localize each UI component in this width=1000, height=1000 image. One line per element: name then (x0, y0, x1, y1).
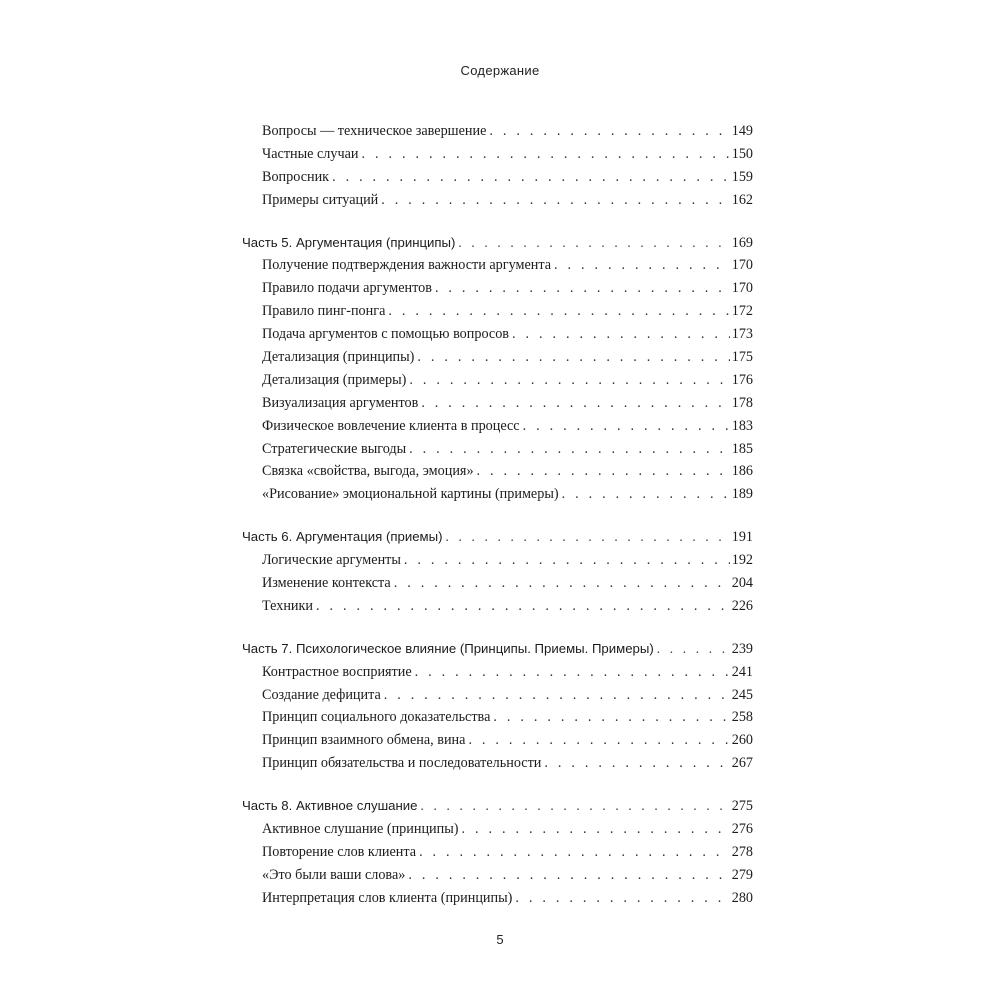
toc-entry (242, 684, 753, 707)
toc-entry (242, 438, 753, 461)
toc-section-part-7 (242, 638, 753, 775)
dot-leader (417, 346, 729, 369)
dot-leader (361, 143, 729, 166)
toc-entry-page: 162 (731, 191, 753, 208)
toc-entry (242, 729, 753, 752)
toc-entry-title: Контрастное восприятие (262, 663, 412, 680)
toc-entry-title: Принцип социального доказательства (262, 709, 491, 726)
toc-entry-page: 278 (731, 843, 753, 860)
dot-leader (562, 483, 730, 506)
toc-entry-title: Изменение контекста (262, 575, 391, 592)
toc-entry-page: 204 (731, 575, 753, 592)
toc-entry-title: Повторение слов клиента (262, 843, 417, 860)
toc-entry-page: 178 (731, 394, 753, 411)
toc-entry-title: Активное слушание (принципы) (262, 821, 459, 838)
dot-leader (419, 841, 730, 864)
toc-entry (242, 254, 753, 277)
dot-leader (512, 323, 730, 346)
toc-entry (242, 661, 753, 684)
toc-entry (242, 864, 753, 887)
running-header: Содержание (460, 63, 540, 78)
toc-section-part-8 (242, 795, 753, 909)
toc-entry (242, 572, 753, 595)
toc-part-heading (242, 232, 753, 255)
dot-leader (316, 595, 730, 618)
toc-entry (242, 460, 753, 483)
toc-entry-title: Детализация (принципы) (262, 349, 415, 366)
dot-leader (493, 706, 729, 729)
toc-entry-page: 176 (731, 371, 753, 388)
toc-entry (242, 189, 753, 212)
toc-entry-title: Правило подачи аргументов (262, 280, 432, 297)
dot-leader (458, 232, 729, 255)
dot-leader (544, 752, 729, 775)
toc-entry-page: 280 (731, 889, 753, 906)
toc-section-part-6 (242, 526, 753, 618)
toc-entry (242, 841, 753, 864)
toc-entry-title: Визуализация аргументов (262, 394, 419, 411)
toc-entry-page: 186 (731, 463, 753, 480)
toc-entry-page: 173 (731, 326, 753, 343)
table-of-contents (242, 120, 753, 910)
dot-leader (421, 392, 729, 415)
toc-entry (242, 415, 753, 438)
toc-entry-title: Принцип взаимного обмена, вина (262, 732, 466, 749)
toc-entry (242, 887, 753, 910)
dot-leader (415, 661, 730, 684)
dot-leader (408, 864, 729, 887)
toc-entry-page: 260 (731, 732, 753, 749)
toc-entry-title: Принцип обязательства и последовательности (262, 755, 542, 772)
toc-entry-page: 245 (731, 686, 753, 703)
toc-entry-title: Вопросы — техническое завершение (262, 123, 487, 139)
toc-part-heading (242, 526, 753, 549)
toc-entry-title: «Рисование» эмоциональной картины (примеры) (262, 486, 559, 503)
toc-entry (242, 300, 753, 323)
toc-entry (242, 706, 753, 729)
page-number: 5 (496, 932, 504, 947)
dot-leader (489, 120, 729, 143)
toc-part-page: 191 (731, 529, 753, 546)
dot-leader (515, 887, 729, 910)
toc-entry-title: Подача аргументов с помощью вопросов (262, 326, 509, 343)
dot-leader (409, 369, 729, 392)
dot-leader (445, 526, 729, 549)
toc-entry (242, 346, 753, 369)
toc-entry-page: 150 (731, 145, 753, 162)
dot-leader (420, 795, 729, 818)
toc-entry (242, 595, 753, 618)
toc-entry-title: Техники (262, 597, 313, 614)
toc-part-page: 239 (731, 640, 753, 657)
toc-part-page: 275 (731, 798, 753, 815)
toc-entry-title: Вопросник (262, 168, 330, 185)
toc-entry-title: Детализация (примеры) (262, 371, 407, 388)
toc-entry-page: 183 (731, 417, 753, 434)
toc-section-continued (242, 120, 753, 212)
toc-entry-page: 172 (731, 303, 753, 320)
toc-entry-title: Создание дефицита (262, 686, 381, 703)
dot-leader (462, 818, 730, 841)
toc-part-title: Часть 8. Активное слушание (242, 798, 418, 814)
toc-entry (242, 323, 753, 346)
toc-entry-page: 276 (731, 821, 753, 838)
toc-entry-page: 241 (731, 663, 753, 680)
dot-leader (332, 166, 730, 189)
toc-entry (242, 392, 753, 415)
toc-part-page: 169 (731, 234, 753, 251)
toc-entry-page: 226 (731, 597, 753, 614)
toc-entry-page: 279 (731, 866, 753, 883)
toc-entry (242, 369, 753, 392)
toc-part-title: Часть 6. Аргументация (приемы) (242, 529, 443, 545)
toc-entry-page: 267 (731, 755, 753, 772)
toc-entry-page: 170 (731, 280, 753, 297)
dot-leader (435, 277, 730, 300)
toc-entry (242, 818, 753, 841)
toc-entry-page: 149 (731, 123, 753, 139)
toc-entry-page: 192 (731, 552, 753, 569)
toc-entry-title: Логические аргументы (262, 552, 401, 569)
toc-entry-page: 159 (731, 168, 753, 185)
toc-entry (242, 483, 753, 506)
toc-entry-title: Физическое вовлечение клиента в процесс (262, 417, 520, 434)
toc-entry-title: Интерпретация слов клиента (принципы) (262, 889, 513, 906)
toc-entry (242, 277, 753, 300)
toc-entry (242, 143, 753, 166)
toc-entry-page: 175 (731, 349, 753, 366)
dot-leader (657, 638, 730, 661)
dot-leader (554, 254, 730, 277)
dot-leader (523, 415, 730, 438)
toc-entry-page: 185 (731, 440, 753, 457)
toc-entry-title: Частные случаи (262, 145, 359, 162)
dot-leader (388, 300, 729, 323)
toc-entry (242, 166, 753, 189)
toc-part-title: Часть 7. Психологическое влияние (Принципы. Приемы. Примеры) (242, 640, 654, 656)
dot-leader (477, 460, 730, 483)
toc-section-part-5 (242, 232, 753, 507)
dot-leader (381, 189, 729, 212)
toc-entry-page: 170 (731, 257, 753, 274)
toc-entry-title: Получение подтверждения важности аргумента (262, 257, 552, 274)
toc-part-heading (242, 638, 753, 661)
toc-part-heading (242, 795, 753, 818)
toc-entry (242, 549, 753, 572)
toc-entry-title: Стратегические выгоды (262, 440, 407, 457)
toc-part-title: Часть 5. Аргументация (принципы) (242, 234, 456, 250)
toc-entry-page: 189 (731, 486, 753, 503)
toc-entry (242, 120, 753, 143)
toc-entry (242, 752, 753, 775)
dot-leader (409, 438, 730, 461)
dot-leader (468, 729, 729, 752)
dot-leader (404, 549, 730, 572)
toc-entry-title: Правило пинг-понга (262, 303, 386, 320)
toc-entry-page: 258 (731, 709, 753, 726)
toc-entry-title: «Это были ваши слова» (262, 866, 406, 883)
toc-entry-title: Связка «свойства, выгода, эмоция» (262, 463, 474, 480)
dot-leader (394, 572, 730, 595)
dot-leader (384, 684, 730, 707)
toc-entry-title: Примеры ситуаций (262, 191, 379, 208)
